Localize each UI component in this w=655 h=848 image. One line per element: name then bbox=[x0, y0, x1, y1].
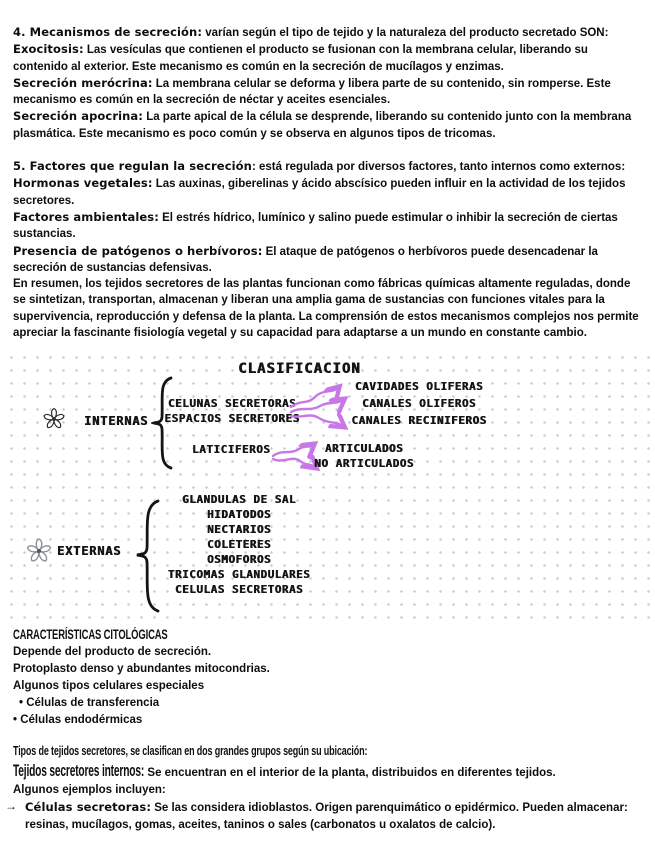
diagram-internas-label: INTERNAS bbox=[84, 414, 149, 429]
section-tipos bbox=[5, 742, 643, 834]
ambientales-label: Factores ambientales: bbox=[13, 209, 159, 224]
factores-item-patogenos bbox=[13, 243, 643, 277]
celulas-secretoras-label: Células secretoras: bbox=[25, 800, 152, 815]
section-mecanismos bbox=[13, 24, 643, 142]
apocrina-label: Secreción apocrina: bbox=[13, 109, 143, 124]
patogenos-text: El ataque de patógenos o herbívoros puede desencadenar la secreción de sustancias defensivas. bbox=[13, 245, 598, 274]
internas-group1 bbox=[158, 396, 306, 426]
merocrina-text: La membrana celular se deforma y libera parte de su contenido, sin romperse. Este mecanismo es común en la secreción de néctar y aceites esenciales. bbox=[13, 77, 611, 107]
cito-line-1: Depende del producto de secreción. bbox=[13, 646, 212, 659]
arrow-right-icon: → bbox=[5, 799, 17, 814]
internas-group2-targets bbox=[300, 441, 428, 471]
laticiferos-label: LATICIFEROS bbox=[192, 443, 271, 457]
internos-heading: Tejidos secretores internos: bbox=[13, 762, 145, 781]
cito-bullet-transferencia: • Células de transferencia bbox=[19, 697, 160, 710]
mecanismos-intro bbox=[13, 24, 643, 41]
internos-text: Se encuentran en el interior de la planta, distribuidos en diferentes tejidos. bbox=[144, 767, 556, 780]
target-no-articulados: NO ARTICULADOS bbox=[314, 457, 414, 471]
externas-item: HIDATODOS bbox=[206, 508, 272, 522]
cito-line-2: Protoplasto denso y abundantes mitocondrias. bbox=[13, 663, 270, 676]
mecanismos-intro-text: varían según el tipo de tejido y la naturaleza del producto secretado SON: bbox=[202, 27, 609, 39]
merocrina-label: Secreción merócrina: bbox=[13, 75, 153, 90]
internas-group1-line1: CELUNAS SECRETORAS bbox=[167, 397, 297, 411]
target-canales-oliferos: CANALES OLIFEROS bbox=[362, 397, 476, 411]
tipos-heading-row bbox=[13, 742, 643, 760]
diagram-title: CLASIFICACION bbox=[238, 361, 361, 378]
hormonas-text: Las auxinas, giberelinas y ácido abscísico pueden influir en la actividad de los tejidos secretores. bbox=[13, 178, 626, 207]
factores-intro-text: : está regulada por diversos factores, tanto internos como externos: bbox=[251, 161, 626, 174]
section-factores bbox=[13, 158, 643, 341]
externas-item: TRICOMAS GLANDULARES bbox=[167, 568, 311, 582]
celulas-secretoras-row bbox=[5, 799, 643, 834]
diagram-externas-label: EXTERNAS bbox=[57, 544, 122, 559]
externas-items bbox=[133, 492, 345, 597]
section-citologicas bbox=[13, 626, 643, 729]
target-cavidades: CAVIDADES OLIFERAS bbox=[354, 380, 484, 394]
classification-diagram bbox=[0, 348, 655, 622]
factores-summary: En resumen, los tejidos secretores de las plantas funcionan como fábricas químicas altamente reguladas, donde se sintetizan, transportan, almacenan y liberan una amplia gama de sustancias con funciones vitales para la supervivencia, reproducción y defensa de la planta. La comprensión de estos mecanismos complejos nos permite apreciar la fascinante fisiología vegetal y su capacidad para adaptarse a un mundo en constante cambio. bbox=[13, 278, 639, 340]
externas-item: COLETERES bbox=[206, 538, 272, 552]
factores-item-ambientales bbox=[13, 209, 643, 243]
ambientales-text: El estrés hídrico, lumínico y salino puede estimular o inhibir la secreción de ciertas sustancias. bbox=[13, 211, 618, 241]
patogenos-label: Presencia de patógenos o herbívoros: bbox=[13, 243, 263, 258]
externas-item: NECTARIOS bbox=[206, 523, 272, 537]
target-canales-reciniferos: CANALES RECINIFEROS bbox=[351, 414, 487, 428]
internas-group1-line2: ESPACIOS SECRETORES bbox=[164, 412, 300, 426]
internas-group1-targets bbox=[338, 378, 500, 429]
apocrina-text: La parte apical de la célula se desprende, liberando su contenido junto con la membrana plasmática. Este mecanismo es poco común y se observa en algunos tipos de tricomas. bbox=[13, 111, 632, 140]
mecanismos-item-merocrina bbox=[13, 75, 643, 109]
flower-doodle-icon bbox=[23, 535, 55, 567]
tipos-heading: Tipos de tejidos secretores, se clasifican en dos grandes grupos según su ubicación: bbox=[13, 744, 368, 759]
factores-item-hormonas bbox=[13, 175, 643, 209]
celulas-secretoras-entry bbox=[25, 799, 643, 834]
tipos-internos-row bbox=[13, 763, 643, 782]
mecanismos-intro-label: 4. Mecanismos de secreción: bbox=[13, 25, 203, 39]
factores-intro bbox=[13, 158, 643, 175]
target-articulados: ARTICULADOS bbox=[324, 442, 404, 456]
mecanismos-item-apocrina bbox=[13, 108, 643, 142]
tipos-examples-line: Algunos ejemplos incluyen: bbox=[13, 784, 166, 797]
mecanismos-item-exocitosis bbox=[13, 41, 643, 75]
citologicas-heading: CARACTERÍSTICAS CITOLÓGICAS bbox=[13, 627, 168, 643]
cito-line-3: Algunos tipos celulares especiales bbox=[13, 680, 205, 693]
externas-item: OSMOFOROS bbox=[206, 553, 272, 567]
externas-item: GLANDULAS DE SAL bbox=[182, 493, 296, 507]
exocitosis-text: Las vesículas que contienen el producto se fusionan con la membrana celular, liberando su contenido al exterior. Este mecanismo es común en la secreción de mucílagos y enzimas. bbox=[13, 44, 588, 73]
externas-item: CELULAS SECRETORAS bbox=[174, 583, 304, 597]
cito-bullet-endodermicas: • Células endodérmicas bbox=[13, 714, 143, 727]
exocitosis-label: Exocitosis: bbox=[13, 42, 84, 57]
flower-doodle-icon bbox=[40, 405, 68, 433]
celulas-secretoras-text: Se las considera idioblastos. Origen parenquimático o epidérmico. Pueden almacenar: resinas, mucílagos, gomas, aceites, taninos o sales (carbonatos u oxalatos de calcio). bbox=[25, 802, 628, 832]
factores-intro-label: 5. Factores que regulan la secreción bbox=[13, 159, 252, 174]
hormonas-label: Hormonas vegetales: bbox=[13, 176, 153, 191]
